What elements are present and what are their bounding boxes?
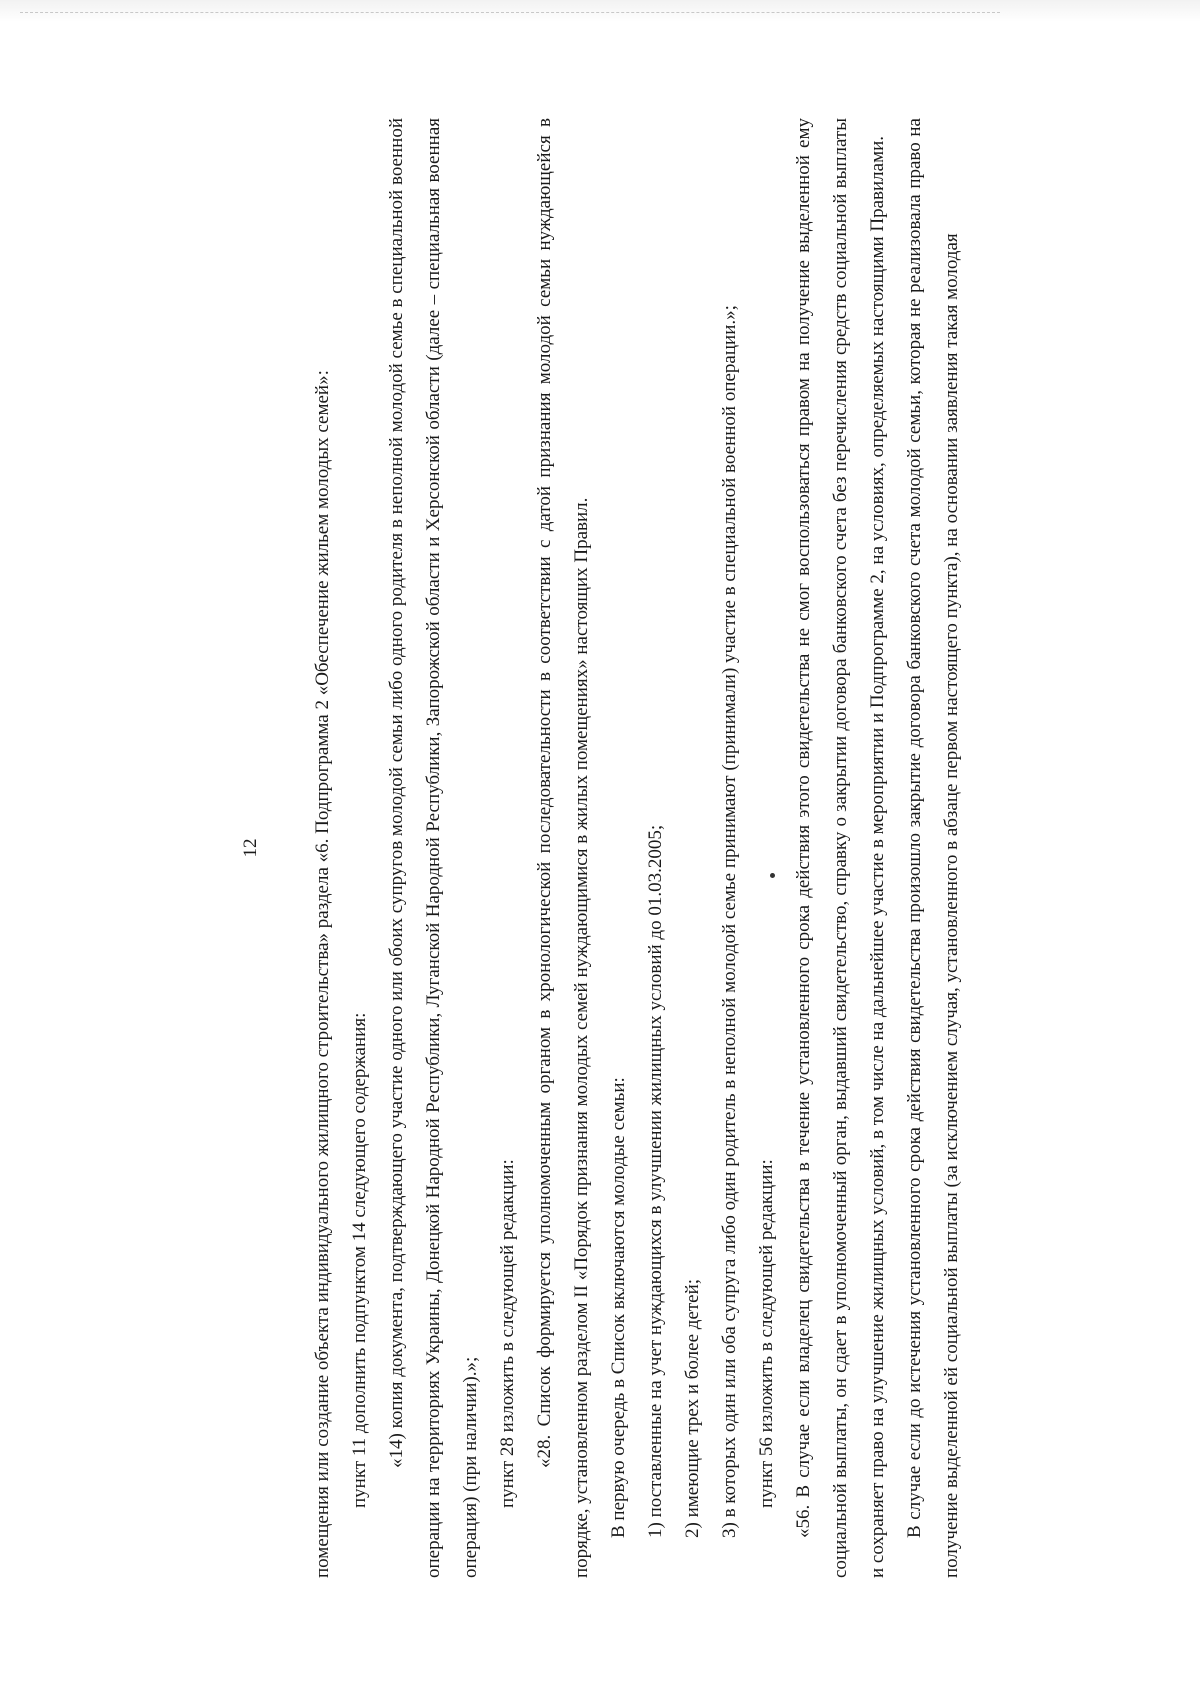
paragraph: В случае если до истечения установленного срока действия свидетельства произошло закрытие договора банковского счета молодой семьи, которая не реализовала право на получение выделенной ей социальной выплаты (за исключением случая, установленного в абзаце первом настоящего пункта), на основании заявления такая молодая <box>904 118 962 1578</box>
paragraph: 2) имеющие трех и более детей; <box>682 1278 703 1538</box>
page-number: 12 <box>240 838 261 858</box>
paragraph: пункт 28 изложить в следующей редакции: <box>497 1159 518 1508</box>
paragraph: «28. Список формируется уполномоченным органом в хронологической последовательности в соответствии с датой признания молодой семьи нуждающейся в порядке, установленном разделом II «Порядок признания молодых семей нуждающимися в жилых помещениях» настоящих Правил. <box>534 118 592 1578</box>
paragraph: В первую очередь в Список включаются молодые семьи: <box>608 1077 629 1538</box>
rotated-page <box>120 68 1080 1628</box>
document-body <box>304 118 970 1578</box>
paragraph: пункт 11 дополнить подпунктом 14 следующего содержания: <box>349 1012 370 1508</box>
paragraph: пункт 56 изложить в следующей редакции: <box>756 1159 777 1508</box>
paragraph: помещения или создание объекта индивидуального жилищного строительства» раздела «6. Подпрограмма 2 «Обеспечение жильем молодых семей»: <box>312 370 333 1578</box>
scan-edge-artifact <box>0 0 1200 22</box>
paragraph: «14) копия документа, подтверждающего участие одного или обоих супругов молодой семьи либо одного родителя в неполной молодой семье в специальной военной операции на территориях Украины, Донецкой Народной Республики, Луганской Народной Республики, Запорожской области и Херсонской области (далее – специальная военная операция) (при наличии).»; <box>386 118 481 1578</box>
paragraph: 1) поставленные на учет нуждающихся в улучшении жилищных условий до 01.03.2005; <box>645 824 666 1538</box>
paragraph: 3) в которых один или оба супруга либо один родитель в неполной молодой семье принимают (принимали) участие в специальной военной операции.»; <box>719 305 740 1538</box>
scan-speck <box>770 873 775 878</box>
paragraph: «56. В случае если владелец свидетельства в течение установленного срока действия этого свидетельства не смог воспользоваться правом на получение выделенной ему социальной выплаты, он сдает в уполномоченный орган, выдавший свидетельство, справку о закрытии договора банковского счета без перечисления средств социальной выплаты и сохраняет право на улучшение жилищных условий, в том числе на дальнейшее участие в мероприятии и Подпрограмме 2, на условиях, определяемых настоящими Правилами. <box>793 118 888 1578</box>
